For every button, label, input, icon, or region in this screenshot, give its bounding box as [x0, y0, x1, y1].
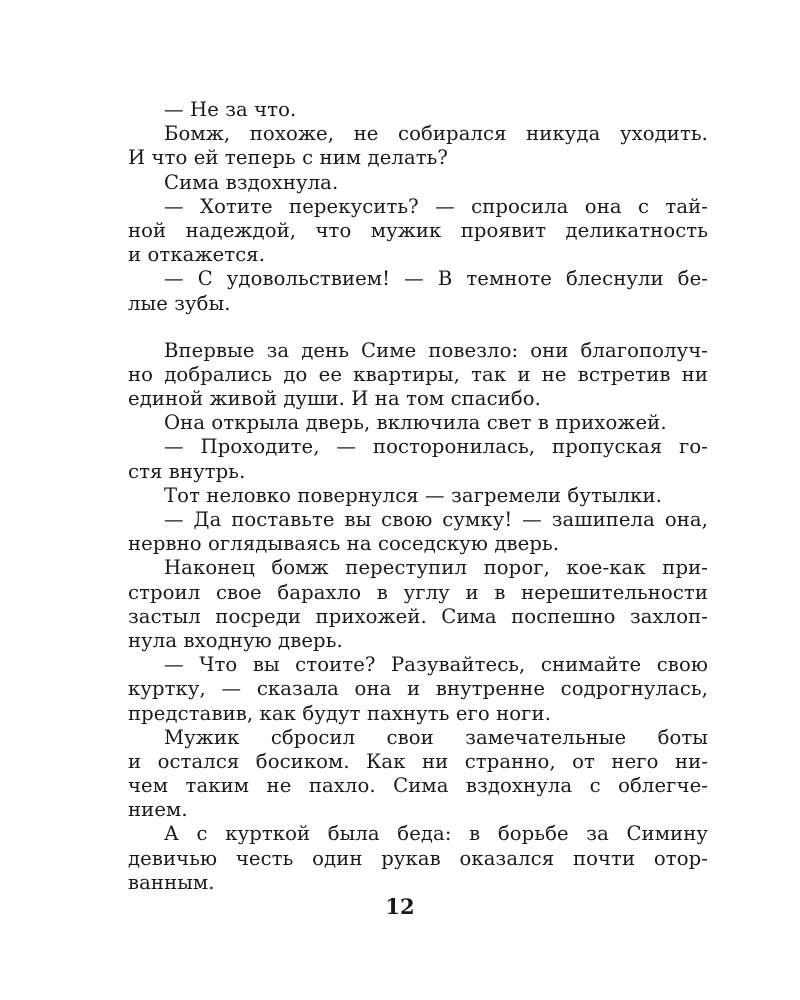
text-line: Бомж, похоже, не собирался никуда уходить. [164, 122, 708, 146]
text-line: — Не за что. [164, 98, 297, 121]
text-line: — Проходите, — посторонилась, пропуская го- [164, 435, 708, 459]
paragraph-block-1 [128, 98, 708, 316]
text-line: представив, как будут пахнуть его ноги. [128, 701, 552, 725]
section-break [128, 316, 708, 339]
text-line: — Что вы стоите? Разувайтесь, снимайте свою [164, 653, 708, 677]
text-line: но добрались до ее квартиры, так и не встретив ни [128, 362, 708, 386]
text-line: Тот неловко повернулся — загремели бутылки. [164, 483, 662, 507]
text-line: куртку, — сказала она и внутренне содрогнулась, [128, 677, 708, 701]
text-line: стя внутрь. [128, 459, 246, 483]
text-line: единой живой души. И на том спасибо. [128, 387, 541, 411]
text-line: Сима вздохнула. [164, 170, 339, 194]
text-line: нием. [128, 798, 188, 822]
text-line: Она открыла дверь, включила свет в прихожей. [164, 411, 667, 435]
paragraph-block-2 [128, 339, 708, 895]
text-line: и остался босиком. Как ни странно, от него ни- [128, 749, 708, 773]
text-line: ванным. [128, 870, 215, 894]
page-text [128, 98, 708, 895]
text-line: А с курткой была беда: в борьбе за Симину [164, 822, 708, 846]
text-line: Наконец бомж переступил порог, кое-как при- [164, 556, 708, 580]
text-line: нула входную дверь. [128, 628, 343, 652]
text-line: — Да поставьте вы свою сумку! — зашипела она, [164, 508, 708, 531]
text-line: застыл посреди прихожей. Сима поспешно захлоп- [128, 604, 708, 628]
text-line: девичью честь один рукав оказался почти отор- [128, 846, 708, 870]
text-line: лые зубы. [128, 291, 231, 315]
text-line: чем таким не пахло. Сима вздохнула с облегче- [128, 774, 708, 798]
text-line: — С удовольствием! — В темноте блеснули бе- [164, 267, 708, 291]
text-line: Впервые за день Симе повезло: они благополуч- [164, 338, 708, 362]
text-line: ной надеждой, что мужик проявит деликатность [128, 218, 708, 242]
text-line: строил свое барахло в углу и в нерешительности [128, 580, 708, 604]
text-line: — Хотите перекусить? — спросила она с тай- [164, 194, 708, 218]
text-line: и откажется. [128, 243, 266, 267]
page-number: 12 [385, 894, 415, 919]
text-line: И что ей теперь с ним делать? [128, 146, 449, 170]
text-line: нервно оглядываясь на соседскую дверь. [128, 532, 560, 556]
text-line: Мужик сбросил свои замечательные боты [164, 725, 708, 749]
